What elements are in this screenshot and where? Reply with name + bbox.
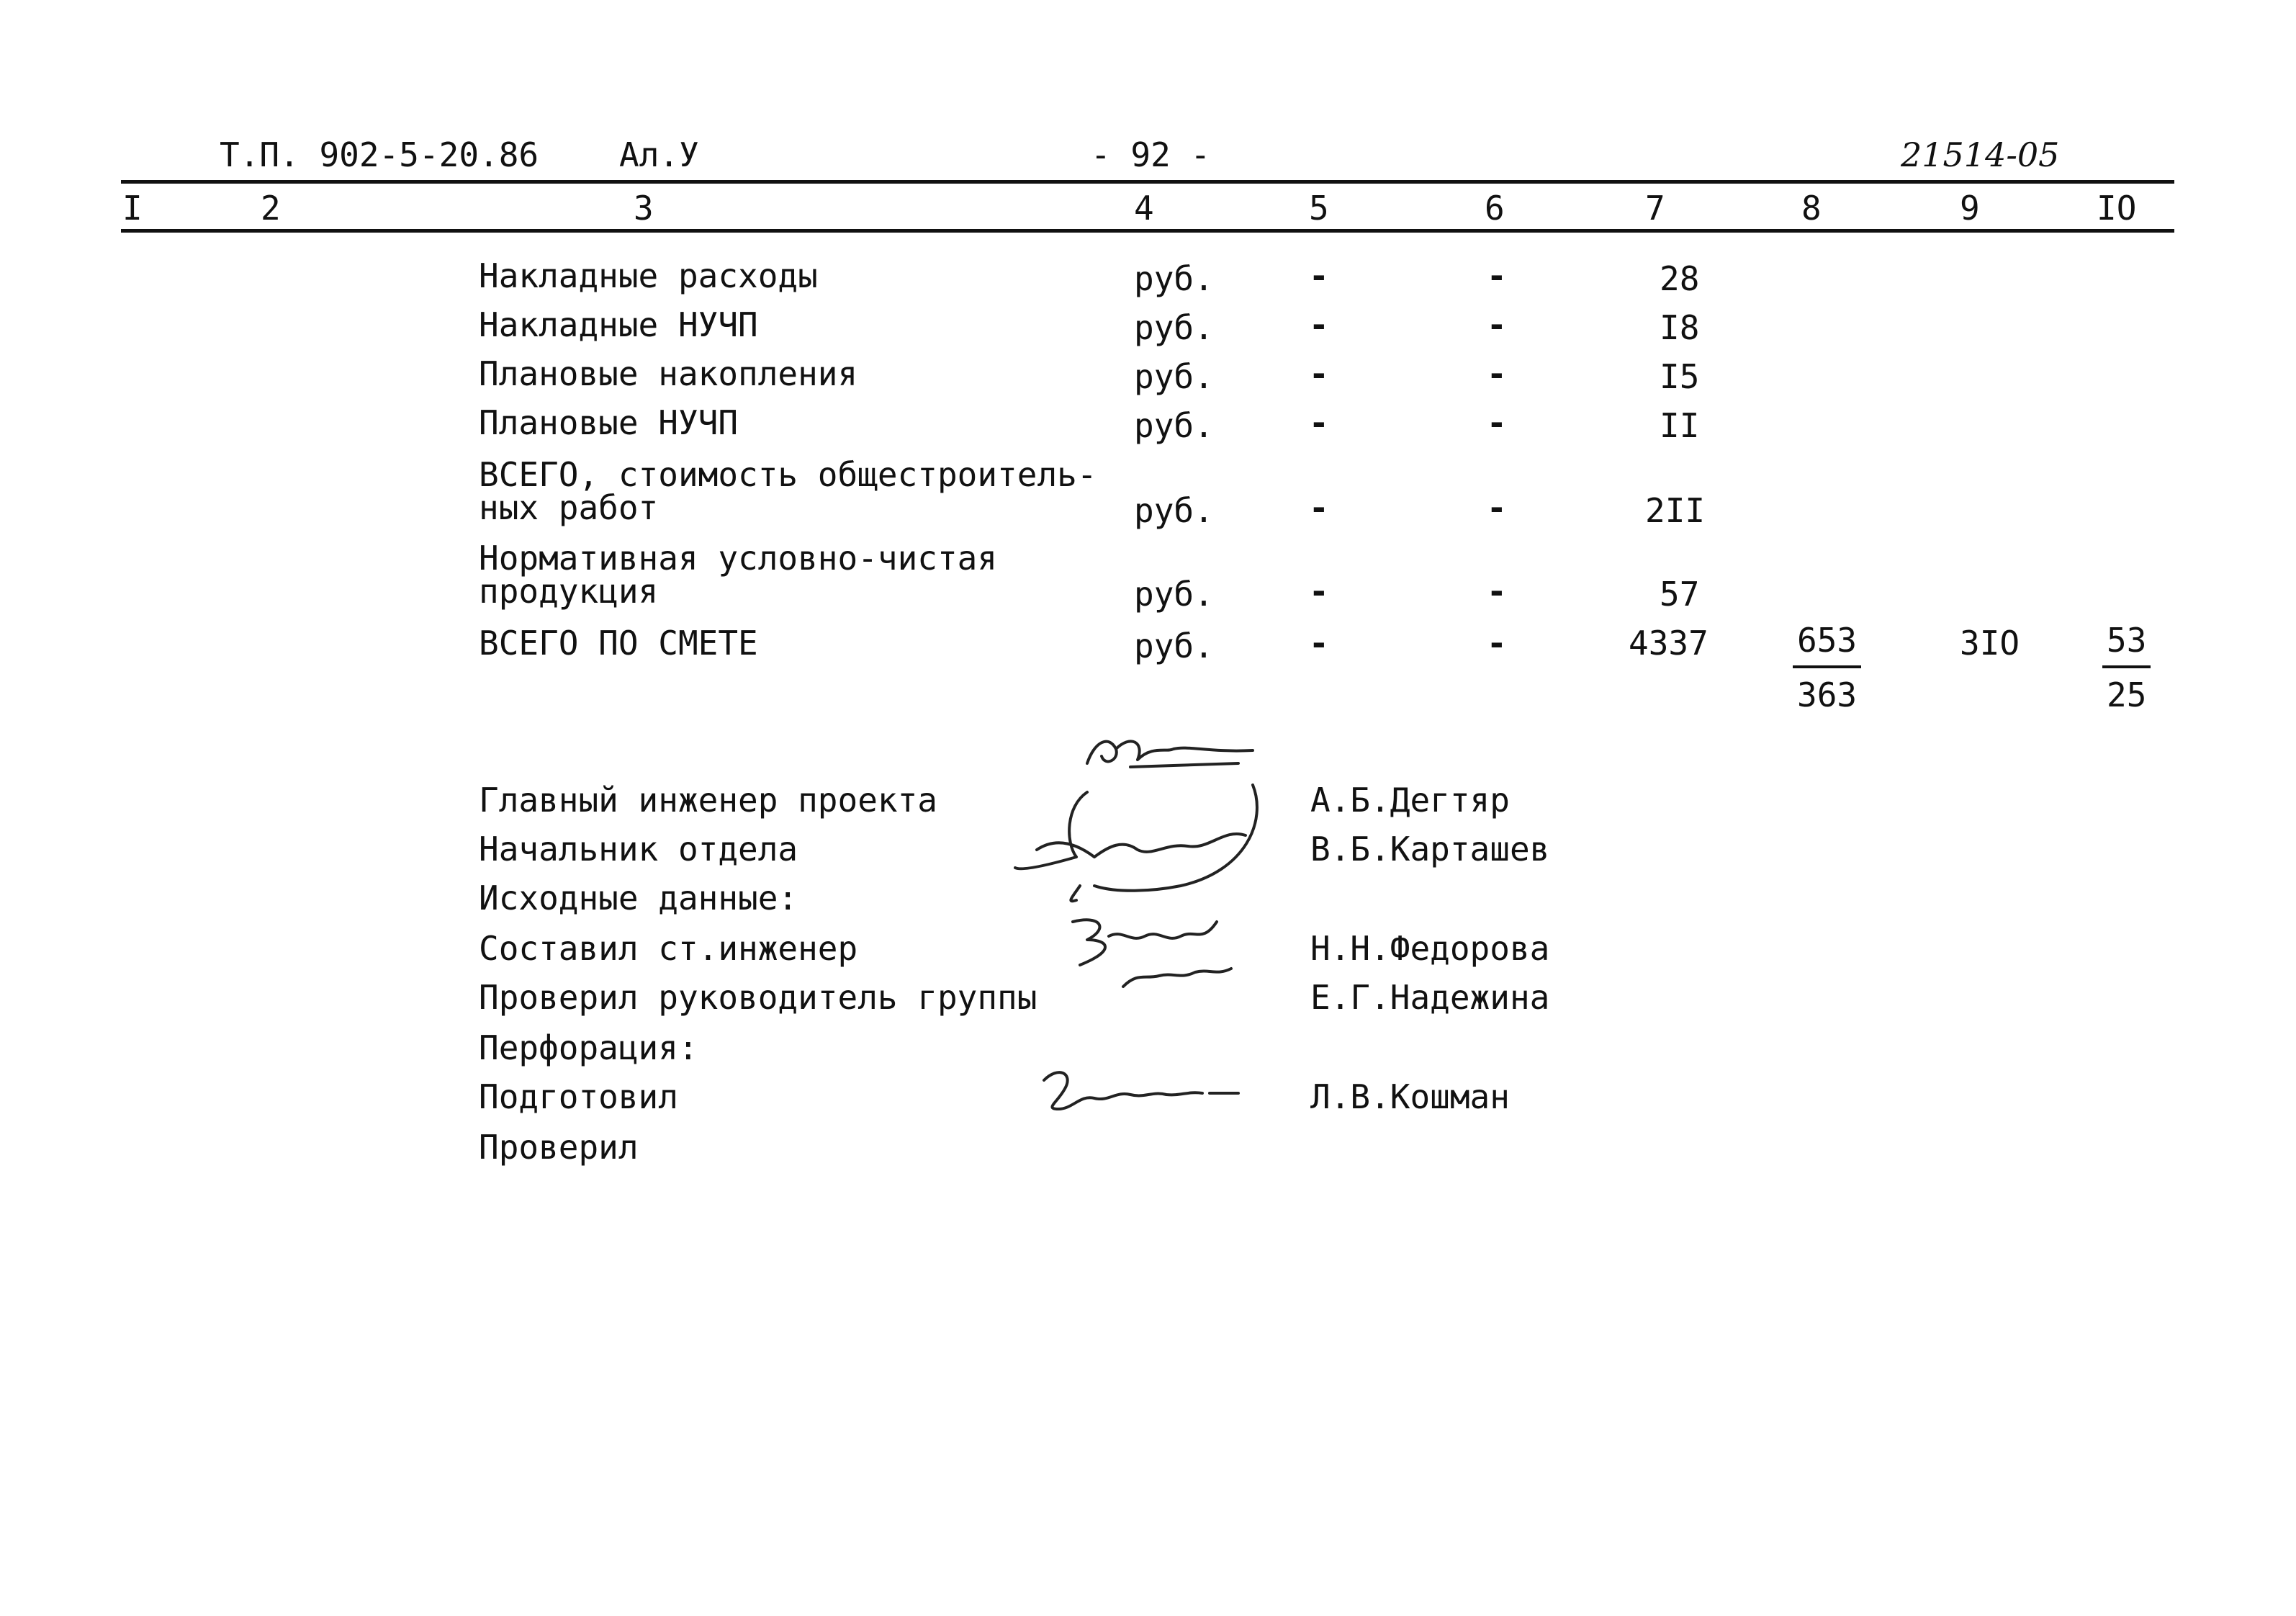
col-num-3: 3 <box>634 189 654 228</box>
row-unit: руб. <box>1134 575 1214 614</box>
fraction-col8-numerator: 653 <box>1793 621 1861 668</box>
col-num-4: 4 <box>1134 189 1154 228</box>
signature-preparer-handwriting <box>1030 1059 1246 1123</box>
fraction-col10-denominator: 25 <box>2107 675 2147 714</box>
row-c7: 2II <box>1645 491 1706 530</box>
row-name-line1: Нормативная условно-чистая <box>479 539 998 578</box>
person-compiled-by: Н.Н.Федорова <box>1310 929 1550 968</box>
row-c7: 28 <box>1660 259 1700 298</box>
row-c6: - <box>1487 572 1507 611</box>
row-unit: руб. <box>1134 259 1214 298</box>
role-source-data: Исходные данные: <box>479 879 798 917</box>
header-bottom-rule <box>121 229 2174 233</box>
row-c7-total: 4337 <box>1629 624 1709 663</box>
album-label: Ал.У <box>619 135 699 174</box>
row-c7: II <box>1660 406 1700 445</box>
role-perforation: Перфорация: <box>479 1028 698 1067</box>
row-name-total: ВСЕГО ПО СМЕТЕ <box>479 624 758 663</box>
row-c5: - <box>1309 305 1329 344</box>
row-unit: руб. <box>1134 627 1214 665</box>
col-num-7: 7 <box>1645 189 1665 228</box>
role-checked-by-group-lead: Проверил руководитель группы <box>479 978 1037 1017</box>
fraction-col10 <box>2102 621 2151 714</box>
role-compiled-by: Составил ст.инженер <box>479 929 858 968</box>
doc-code: Т.П. 902-5-20.86 <box>220 135 539 174</box>
person-prepared-by: Л.В.Кошман <box>1310 1077 1510 1116</box>
row-c6: - <box>1487 354 1507 393</box>
row-c6: - <box>1487 488 1507 527</box>
role-prepared-by: Подготовил <box>479 1077 678 1116</box>
row-name-line2: ных работ <box>479 488 659 527</box>
row-name-line1: ВСЕГО, стоимость общестроитель- <box>479 455 1097 494</box>
row-unit: руб. <box>1134 308 1214 347</box>
row-name: Накладные НУЧП <box>479 305 758 344</box>
col-num-6: 6 <box>1485 189 1505 228</box>
row-c7: 57 <box>1660 575 1700 614</box>
page-number: - 92 - <box>1091 135 1211 174</box>
row-unit: руб. <box>1134 357 1214 396</box>
header-top-rule <box>121 180 2174 184</box>
signature-chief-engineer-handwriting <box>1066 727 1267 785</box>
col-num-5: 5 <box>1309 189 1329 228</box>
col-num-10: IO <box>2097 189 2137 228</box>
row-name-line2: продукция <box>479 572 659 611</box>
fraction-col8-denominator: 363 <box>1797 675 1858 714</box>
row-c5: - <box>1309 403 1329 442</box>
row-unit: руб. <box>1134 491 1214 530</box>
row-c5: - <box>1309 572 1329 611</box>
fraction-col10-numerator: 53 <box>2102 621 2151 668</box>
row-c5: - <box>1309 354 1329 393</box>
row-unit: руб. <box>1134 406 1214 445</box>
col-num-2: 2 <box>261 189 281 228</box>
signature-compiler-handwriting <box>1058 907 1246 1008</box>
role-department-head: Начальник отдела <box>479 830 798 868</box>
row-name: Плановые НУЧП <box>479 403 739 442</box>
col-num-1: I <box>122 189 143 228</box>
row-c5: - <box>1309 624 1329 663</box>
col-num-8: 8 <box>1801 189 1822 228</box>
row-c7: I8 <box>1660 308 1700 347</box>
person-checked-by-group-lead: Е.Г.Надежина <box>1310 978 1550 1017</box>
row-name: Накладные расходы <box>479 256 818 295</box>
row-c5: - <box>1309 256 1329 295</box>
row-c6: - <box>1487 403 1507 442</box>
row-c5: - <box>1309 488 1329 527</box>
row-c9-total: 3IO <box>1960 624 2020 663</box>
signature-department-head-handwriting <box>1008 778 1282 907</box>
person-chief-engineer: А.Б.Дегтяр <box>1310 781 1510 820</box>
row-name: Плановые накопления <box>479 354 858 393</box>
person-department-head: В.Б.Карташев <box>1310 830 1550 868</box>
row-c6: - <box>1487 305 1507 344</box>
row-c6: - <box>1487 624 1507 663</box>
role-chief-engineer: Главный инженер проекта <box>479 781 937 820</box>
row-c7: I5 <box>1660 357 1700 396</box>
archive-stamp: 21514-05 <box>1901 135 2060 174</box>
fraction-col8 <box>1793 621 1861 714</box>
col-num-9: 9 <box>1960 189 1980 228</box>
role-checked-by: Проверил <box>479 1128 639 1167</box>
row-c6: - <box>1487 256 1507 295</box>
